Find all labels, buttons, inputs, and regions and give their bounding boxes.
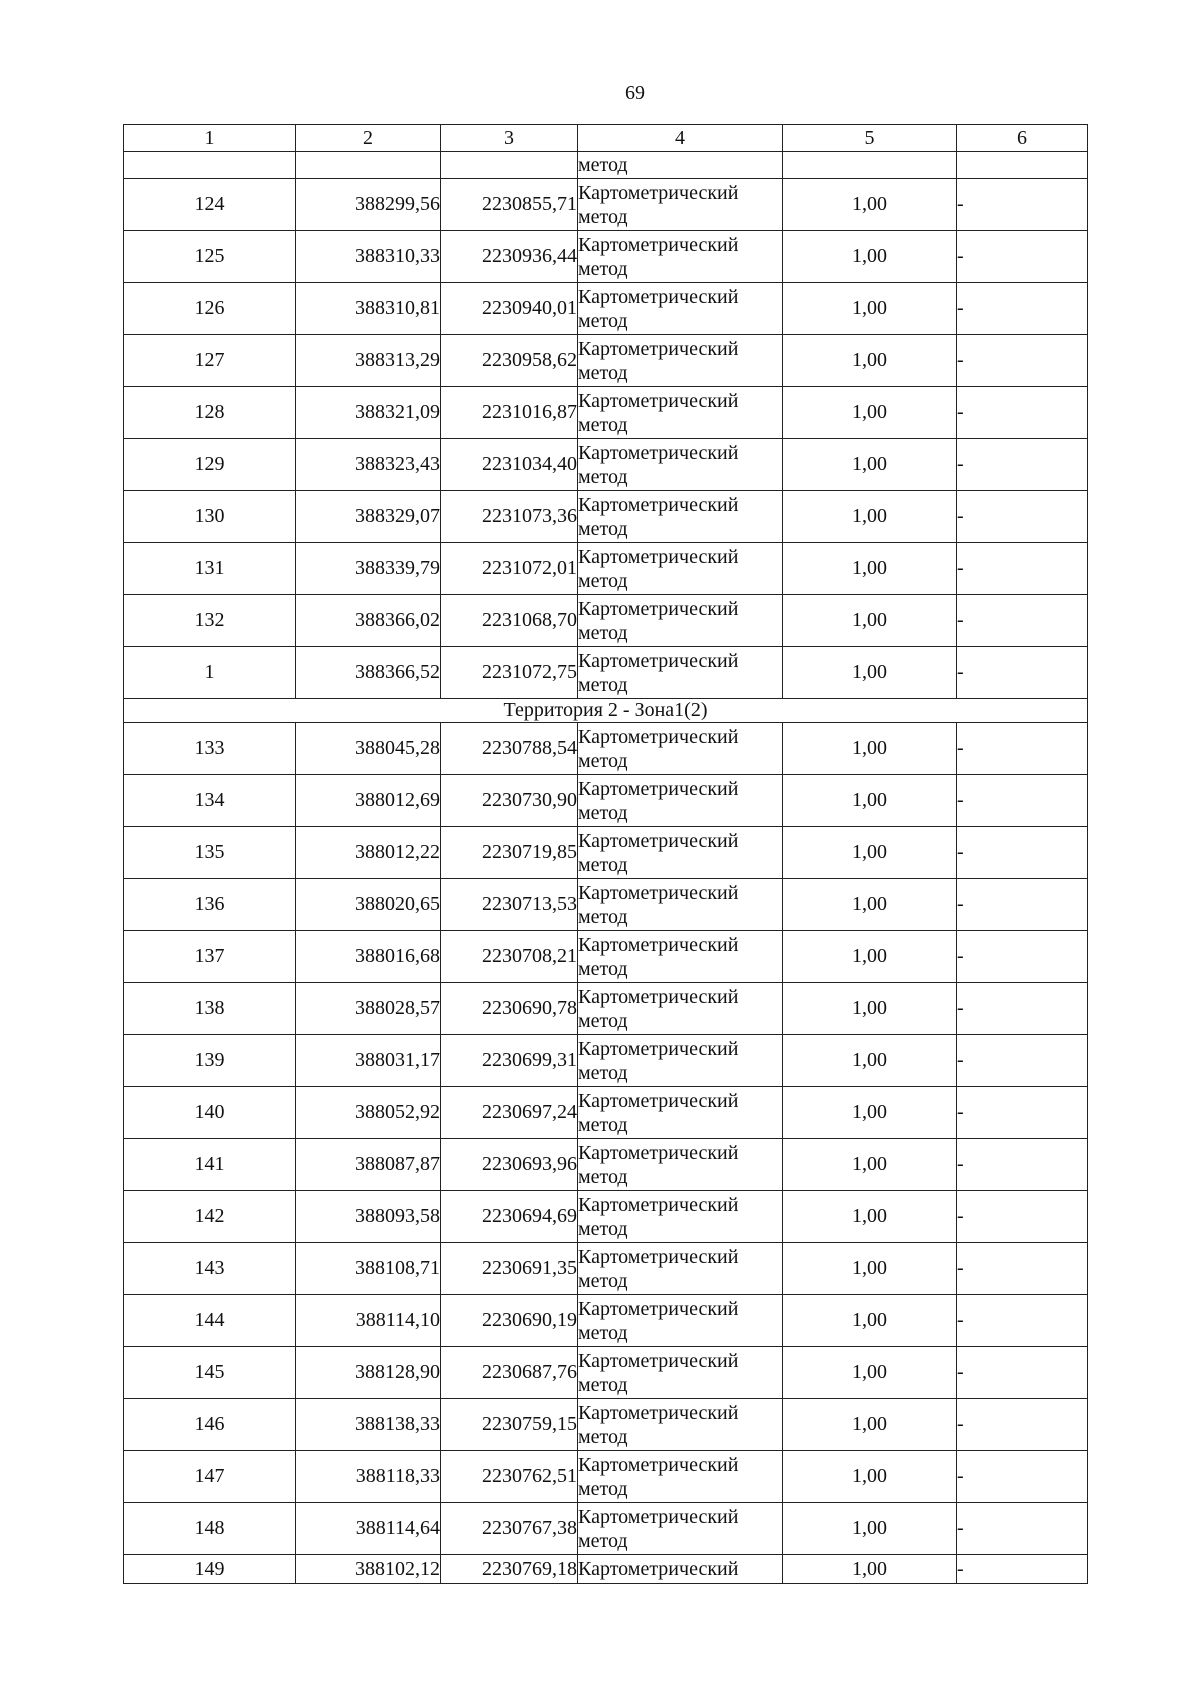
table-row <box>124 1139 1088 1191</box>
method-label-line2: метод <box>578 205 628 228</box>
accuracy-value: 1,00 <box>783 1139 957 1191</box>
coordinate-x: 388138,33 <box>296 1399 441 1451</box>
accuracy-value: 1,00 <box>783 983 957 1035</box>
method-label-line2: метод <box>578 801 628 824</box>
method-label: Картометрический <box>578 725 739 748</box>
coordinate-x: 388310,33 <box>296 231 441 283</box>
method-label: Картометрический <box>578 545 739 568</box>
coordinate-y: 2231016,87 <box>441 387 578 439</box>
coordinate-x: 388028,57 <box>296 983 441 1035</box>
column-header: 5 <box>783 125 957 152</box>
point-number: 141 <box>124 1139 296 1191</box>
note-value: - <box>957 1399 1088 1451</box>
accuracy-value: 1,00 <box>783 1399 957 1451</box>
table-header-row <box>124 125 1088 152</box>
method-label-line2: метод <box>578 1373 628 1396</box>
table-row <box>124 1347 1088 1399</box>
point-number: 127 <box>124 335 296 387</box>
method-cell <box>578 335 783 387</box>
coordinate-x: 388012,69 <box>296 775 441 827</box>
accuracy-value: 1,00 <box>783 931 957 983</box>
table-row <box>124 723 1088 775</box>
method-label-line2: метод <box>578 569 628 592</box>
coordinate-y: 2231068,70 <box>441 595 578 647</box>
table-row <box>124 775 1088 827</box>
accuracy-value: 1,00 <box>783 1555 957 1584</box>
note-value: - <box>957 1555 1088 1584</box>
column-header: 4 <box>578 125 783 152</box>
table-row <box>124 931 1088 983</box>
note-value: - <box>957 1035 1088 1087</box>
note-value: - <box>957 1295 1088 1347</box>
method-cell <box>578 775 783 827</box>
note-value: - <box>957 387 1088 439</box>
table-row <box>124 179 1088 231</box>
coordinate-y: 2230759,15 <box>441 1399 578 1451</box>
note-value: - <box>957 1503 1088 1555</box>
method-label: Картометрический <box>578 1558 739 1580</box>
method-label: Картометрический <box>578 1245 739 1268</box>
coordinate-x: 388102,12 <box>296 1555 441 1584</box>
coordinate-x: 388114,64 <box>296 1503 441 1555</box>
method-label-line2: метод <box>578 673 628 696</box>
point-number: 1 <box>124 647 296 699</box>
method-label: Картометрический <box>578 1141 739 1164</box>
point-number: 139 <box>124 1035 296 1087</box>
method-cell <box>578 1087 783 1139</box>
coordinate-x: 388114,10 <box>296 1295 441 1347</box>
note-value: - <box>957 723 1088 775</box>
note-value: - <box>957 827 1088 879</box>
point-number: 125 <box>124 231 296 283</box>
coordinate-x: 388128,90 <box>296 1347 441 1399</box>
coordinate-x: 388020,65 <box>296 879 441 931</box>
coordinate-x: 388310,81 <box>296 283 441 335</box>
point-number: 131 <box>124 543 296 595</box>
table-row <box>124 1451 1088 1503</box>
method-label: Картометрический <box>578 441 739 464</box>
accuracy-value: 1,00 <box>783 1087 957 1139</box>
method-cell <box>578 491 783 543</box>
note-value: - <box>957 439 1088 491</box>
coordinate-y: 2230719,85 <box>441 827 578 879</box>
coordinate-y: 2231072,75 <box>441 647 578 699</box>
accuracy-value: 1,00 <box>783 1191 957 1243</box>
note-value: - <box>957 983 1088 1035</box>
coordinate-x: 388321,09 <box>296 387 441 439</box>
method-label: Картометрический <box>578 181 739 204</box>
coordinate-y: 2230958,62 <box>441 335 578 387</box>
method-label-line2: метод <box>578 1425 628 1448</box>
coordinate-y: 2230691,35 <box>441 1243 578 1295</box>
point-number: 133 <box>124 723 296 775</box>
continuation-row <box>124 152 1088 179</box>
coordinate-x: 388012,22 <box>296 827 441 879</box>
coordinate-y: 2230769,18 <box>441 1555 578 1584</box>
method-label-line2: метод <box>578 905 628 928</box>
accuracy-value: 1,00 <box>783 231 957 283</box>
coordinate-y: 2230694,69 <box>441 1191 578 1243</box>
table-row <box>124 387 1088 439</box>
coordinate-y: 2230762,51 <box>441 1451 578 1503</box>
table-row <box>124 543 1088 595</box>
method-cell <box>578 879 783 931</box>
method-cell <box>578 595 783 647</box>
note-value: - <box>957 335 1088 387</box>
note-value: - <box>957 1347 1088 1399</box>
coordinate-y: 2230730,90 <box>441 775 578 827</box>
accuracy-value: 1,00 <box>783 723 957 775</box>
coordinate-y: 2230690,78 <box>441 983 578 1035</box>
accuracy-value: 1,00 <box>783 283 957 335</box>
accuracy-value: 1,00 <box>783 1451 957 1503</box>
method-cell <box>578 723 783 775</box>
method-label-line2: метод <box>578 1165 628 1188</box>
table-row <box>124 983 1088 1035</box>
column-header: 1 <box>124 125 296 152</box>
note-value: - <box>957 595 1088 647</box>
method-label-line2: метод <box>578 413 628 436</box>
note-value: - <box>957 491 1088 543</box>
point-number: 148 <box>124 1503 296 1555</box>
coordinate-x: 388323,43 <box>296 439 441 491</box>
column-header: 3 <box>441 125 578 152</box>
method-label-line2: метод <box>578 1217 628 1240</box>
method-label-line2: метод <box>578 517 628 540</box>
table-row <box>124 491 1088 543</box>
method-label: Картометрический <box>578 1453 739 1476</box>
coordinate-x: 388366,02 <box>296 595 441 647</box>
note-value: - <box>957 1451 1088 1503</box>
coordinates-table <box>123 124 1088 1584</box>
coordinate-y: 2230940,01 <box>441 283 578 335</box>
coordinate-x: 388329,07 <box>296 491 441 543</box>
note-value: - <box>957 179 1088 231</box>
point-number: 136 <box>124 879 296 931</box>
table-row <box>124 879 1088 931</box>
point-number: 144 <box>124 1295 296 1347</box>
method-label: Картометрический <box>578 933 739 956</box>
method-cell <box>578 1503 783 1555</box>
method-label: Картометрический <box>578 493 739 516</box>
coordinate-y: 2230788,54 <box>441 723 578 775</box>
method-label: Картометрический <box>578 881 739 904</box>
coordinate-x: 388052,92 <box>296 1087 441 1139</box>
note-value: - <box>957 931 1088 983</box>
table-row <box>124 595 1088 647</box>
note-value: - <box>957 543 1088 595</box>
point-number: 140 <box>124 1087 296 1139</box>
point-number: 143 <box>124 1243 296 1295</box>
section-title: Территория 2 - Зона1(2) <box>124 699 1088 723</box>
coordinate-y: 2230697,24 <box>441 1087 578 1139</box>
coordinate-y: 2230713,53 <box>441 879 578 931</box>
coordinate-x: 388016,68 <box>296 931 441 983</box>
table-row <box>124 231 1088 283</box>
coordinate-y: 2230690,19 <box>441 1295 578 1347</box>
note-value: - <box>957 647 1088 699</box>
method-label-line2: метод <box>578 465 628 488</box>
method-cell <box>578 439 783 491</box>
method-label: Картометрический <box>578 389 739 412</box>
table-row <box>124 1191 1088 1243</box>
method-label-line2: метод <box>578 621 628 644</box>
coordinate-y: 2231072,01 <box>441 543 578 595</box>
note-value: - <box>957 283 1088 335</box>
method-label: Картометрический <box>578 1401 739 1424</box>
accuracy-value: 1,00 <box>783 775 957 827</box>
coordinate-x: 388299,56 <box>296 179 441 231</box>
coordinate-x: 388118,33 <box>296 1451 441 1503</box>
method-cell <box>578 387 783 439</box>
accuracy-value: 1,00 <box>783 1243 957 1295</box>
method-label: Картометрический <box>578 777 739 800</box>
method-label-line2: метод <box>578 257 628 280</box>
accuracy-value: 1,00 <box>783 827 957 879</box>
method-cell <box>578 1191 783 1243</box>
note-value: - <box>957 775 1088 827</box>
point-number: 135 <box>124 827 296 879</box>
method-cell <box>578 1139 783 1191</box>
table-row <box>124 1035 1088 1087</box>
coordinate-x: 388339,79 <box>296 543 441 595</box>
method-cell <box>578 543 783 595</box>
coordinate-y: 2230936,44 <box>441 231 578 283</box>
accuracy-value: 1,00 <box>783 179 957 231</box>
method-label: Картометрический <box>578 1037 739 1060</box>
method-label-line2: метод <box>578 1061 628 1084</box>
method-label: Картометрический <box>578 1349 739 1372</box>
method-label: Картометрический <box>578 1193 739 1216</box>
accuracy-value: 1,00 <box>783 879 957 931</box>
accuracy-value: 1,00 <box>783 543 957 595</box>
note-value: - <box>957 1243 1088 1295</box>
coordinate-y: 2230693,96 <box>441 1139 578 1191</box>
coordinate-y: 2230708,21 <box>441 931 578 983</box>
table-row <box>124 283 1088 335</box>
note-value: - <box>957 231 1088 283</box>
method-label-line2: метод <box>578 1269 628 1292</box>
point-number: 128 <box>124 387 296 439</box>
accuracy-value: 1,00 <box>783 1295 957 1347</box>
method-cell <box>578 1347 783 1399</box>
method-label: Картометрический <box>578 829 739 852</box>
method-cell <box>578 179 783 231</box>
page-number: 69 <box>625 82 645 104</box>
method-cell <box>578 1555 783 1584</box>
coordinate-x: 388366,52 <box>296 647 441 699</box>
point-number: 124 <box>124 179 296 231</box>
table-row <box>124 1503 1088 1555</box>
method-label: Картометрический <box>578 597 739 620</box>
coordinate-y: 2231034,40 <box>441 439 578 491</box>
method-label-line2: метод <box>578 1009 628 1032</box>
method-cell <box>578 1451 783 1503</box>
method-cell <box>578 827 783 879</box>
coordinate-x: 388087,87 <box>296 1139 441 1191</box>
method-cell <box>578 1399 783 1451</box>
coordinate-x: 388031,17 <box>296 1035 441 1087</box>
point-number: 134 <box>124 775 296 827</box>
point-number: 126 <box>124 283 296 335</box>
method-cell <box>578 931 783 983</box>
coordinate-x: 388313,29 <box>296 335 441 387</box>
method-label: Картометрический <box>578 1505 739 1528</box>
method-cell <box>578 1295 783 1347</box>
coordinate-x: 388045,28 <box>296 723 441 775</box>
point-number: 147 <box>124 1451 296 1503</box>
note-value: - <box>957 879 1088 931</box>
method-label-line2: метод <box>578 749 628 772</box>
note-value: - <box>957 1139 1088 1191</box>
point-number: 137 <box>124 931 296 983</box>
method-label: Картометрический <box>578 1089 739 1112</box>
accuracy-value: 1,00 <box>783 647 957 699</box>
coordinate-y: 2230699,31 <box>441 1035 578 1087</box>
point-number: 129 <box>124 439 296 491</box>
method-cell <box>578 983 783 1035</box>
note-value: - <box>957 1191 1088 1243</box>
point-number: 138 <box>124 983 296 1035</box>
column-header: 2 <box>296 125 441 152</box>
table-row <box>124 1243 1088 1295</box>
point-number: 149 <box>124 1555 296 1584</box>
table-row <box>124 1555 1088 1584</box>
note-value: - <box>957 1087 1088 1139</box>
method-label: Картометрический <box>578 337 739 360</box>
accuracy-value: 1,00 <box>783 439 957 491</box>
method-label: Картометрический <box>578 985 739 1008</box>
column-header: 6 <box>957 125 1088 152</box>
method-cell <box>578 283 783 335</box>
point-number: 130 <box>124 491 296 543</box>
method-label: Картометрический <box>578 649 739 672</box>
method-label-line2: метод <box>578 361 628 384</box>
table-row <box>124 1295 1088 1347</box>
table-row <box>124 439 1088 491</box>
table-row <box>124 827 1088 879</box>
method-label-line2: метод <box>578 1529 628 1552</box>
method-continuation: метод <box>578 152 783 179</box>
method-cell <box>578 1035 783 1087</box>
point-number: 142 <box>124 1191 296 1243</box>
method-cell <box>578 1243 783 1295</box>
point-number: 146 <box>124 1399 296 1451</box>
method-cell <box>578 231 783 283</box>
accuracy-value: 1,00 <box>783 335 957 387</box>
coordinate-y: 2230767,38 <box>441 1503 578 1555</box>
method-label: Картометрический <box>578 233 739 256</box>
coordinate-y: 2230687,76 <box>441 1347 578 1399</box>
accuracy-value: 1,00 <box>783 1035 957 1087</box>
table-row <box>124 335 1088 387</box>
method-label-line2: метод <box>578 853 628 876</box>
coordinate-y: 2230855,71 <box>441 179 578 231</box>
method-label-line2: метод <box>578 1477 628 1500</box>
accuracy-value: 1,00 <box>783 1503 957 1555</box>
accuracy-value: 1,00 <box>783 1347 957 1399</box>
point-number: 145 <box>124 1347 296 1399</box>
section-row <box>124 699 1088 723</box>
table-row <box>124 1087 1088 1139</box>
accuracy-value: 1,00 <box>783 491 957 543</box>
accuracy-value: 1,00 <box>783 595 957 647</box>
coordinate-y: 2231073,36 <box>441 491 578 543</box>
coordinate-x: 388093,58 <box>296 1191 441 1243</box>
method-label-line2: метод <box>578 1113 628 1136</box>
table-row <box>124 647 1088 699</box>
method-label-line2: метод <box>578 1321 628 1344</box>
method-label: Картометрический <box>578 285 739 308</box>
table-row <box>124 1399 1088 1451</box>
method-label-line2: метод <box>578 309 628 332</box>
method-cell <box>578 647 783 699</box>
coordinate-x: 388108,71 <box>296 1243 441 1295</box>
method-label: Картометрический <box>578 1297 739 1320</box>
method-label-line2: метод <box>578 957 628 980</box>
point-number: 132 <box>124 595 296 647</box>
accuracy-value: 1,00 <box>783 387 957 439</box>
